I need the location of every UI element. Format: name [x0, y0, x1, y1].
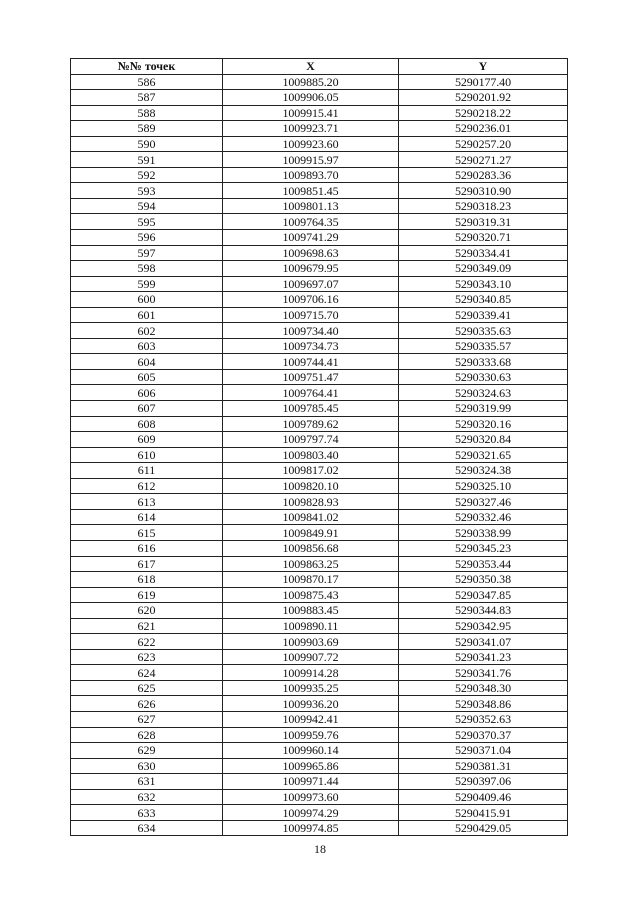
x-coordinate-cell: 1009734.40: [223, 323, 399, 339]
point-number-cell: 611: [71, 463, 223, 479]
point-number-cell: 589: [71, 121, 223, 137]
y-coordinate-cell: 5290335.63: [399, 323, 568, 339]
x-coordinate-cell: 1009906.05: [223, 90, 399, 106]
page-number: 18: [314, 842, 326, 856]
y-coordinate-cell: 5290201.92: [399, 90, 568, 106]
table-row: [71, 587, 568, 603]
x-coordinate-cell: 1009785.45: [223, 401, 399, 417]
x-coordinate-cell: 1009764.35: [223, 214, 399, 230]
table-row: [71, 354, 568, 370]
y-coordinate-cell: 5290338.99: [399, 525, 568, 541]
point-number-cell: 592: [71, 167, 223, 183]
point-number-cell: 601: [71, 307, 223, 323]
table-row: [71, 494, 568, 510]
y-coordinate-cell: 5290218.22: [399, 105, 568, 121]
y-coordinate-cell: 5290310.90: [399, 183, 568, 199]
table-row: [71, 338, 568, 354]
x-coordinate-cell: 1009849.91: [223, 525, 399, 541]
point-number-cell: 632: [71, 789, 223, 805]
column-header-y: Y: [399, 59, 568, 75]
x-coordinate-cell: 1009890.11: [223, 618, 399, 634]
x-coordinate-cell: 1009971.44: [223, 774, 399, 790]
table-row: [71, 369, 568, 385]
y-coordinate-cell: 5290320.71: [399, 230, 568, 246]
y-coordinate-cell: 5290347.85: [399, 587, 568, 603]
y-coordinate-cell: 5290320.16: [399, 416, 568, 432]
table-row: [71, 774, 568, 790]
x-coordinate-cell: 1009903.69: [223, 634, 399, 650]
point-number-cell: 610: [71, 447, 223, 463]
table-row: [71, 556, 568, 572]
table-row: [71, 649, 568, 665]
x-coordinate-cell: 1009935.25: [223, 680, 399, 696]
x-coordinate-cell: 1009706.16: [223, 292, 399, 308]
y-coordinate-cell: 5290324.63: [399, 385, 568, 401]
table-row: [71, 121, 568, 137]
y-coordinate-cell: 5290339.41: [399, 307, 568, 323]
point-number-cell: 586: [71, 74, 223, 90]
point-number-cell: 609: [71, 432, 223, 448]
x-coordinate-cell: 1009734.73: [223, 338, 399, 354]
table-row: [71, 711, 568, 727]
y-coordinate-cell: 5290370.37: [399, 727, 568, 743]
x-coordinate-cell: 1009828.93: [223, 494, 399, 510]
y-coordinate-cell: 5290319.99: [399, 401, 568, 417]
x-coordinate-cell: 1009974.29: [223, 805, 399, 821]
x-coordinate-cell: 1009973.60: [223, 789, 399, 805]
table-row: [71, 680, 568, 696]
point-number-cell: 616: [71, 540, 223, 556]
table-row: [71, 323, 568, 339]
point-number-cell: 631: [71, 774, 223, 790]
table-row: [71, 198, 568, 214]
table-row: [71, 385, 568, 401]
point-number-cell: 605: [71, 369, 223, 385]
point-number-cell: 624: [71, 665, 223, 681]
table-row: [71, 183, 568, 199]
point-number-cell: 618: [71, 572, 223, 588]
y-coordinate-cell: 5290257.20: [399, 136, 568, 152]
table-body: [71, 74, 568, 836]
y-coordinate-cell: 5290340.85: [399, 292, 568, 308]
table-row: [71, 820, 568, 836]
x-coordinate-cell: 1009764.41: [223, 385, 399, 401]
x-coordinate-cell: 1009960.14: [223, 743, 399, 759]
x-coordinate-cell: 1009883.45: [223, 603, 399, 619]
table-row: [71, 572, 568, 588]
y-coordinate-cell: 5290319.31: [399, 214, 568, 230]
point-number-cell: 608: [71, 416, 223, 432]
point-number-cell: 614: [71, 509, 223, 525]
x-coordinate-cell: 1009915.41: [223, 105, 399, 121]
point-number-cell: 593: [71, 183, 223, 199]
table-row: [71, 603, 568, 619]
point-number-cell: 602: [71, 323, 223, 339]
y-coordinate-cell: 5290409.46: [399, 789, 568, 805]
y-coordinate-cell: 5290324.38: [399, 463, 568, 479]
table-row: [71, 276, 568, 292]
y-coordinate-cell: 5290415.91: [399, 805, 568, 821]
y-coordinate-cell: 5290330.63: [399, 369, 568, 385]
x-coordinate-cell: 1009698.63: [223, 245, 399, 261]
y-coordinate-cell: 5290327.46: [399, 494, 568, 510]
y-coordinate-cell: 5290318.23: [399, 198, 568, 214]
table-row: [71, 618, 568, 634]
x-coordinate-cell: 1009915.97: [223, 152, 399, 168]
y-coordinate-cell: 5290348.30: [399, 680, 568, 696]
y-coordinate-cell: 5290335.57: [399, 338, 568, 354]
point-number-cell: 587: [71, 90, 223, 106]
point-number-cell: 596: [71, 230, 223, 246]
x-coordinate-cell: 1009817.02: [223, 463, 399, 479]
table-row: [71, 478, 568, 494]
point-number-cell: 598: [71, 261, 223, 277]
point-number-cell: 606: [71, 385, 223, 401]
point-number-cell: 590: [71, 136, 223, 152]
x-coordinate-cell: 1009907.72: [223, 649, 399, 665]
table-row: [71, 167, 568, 183]
coordinates-table: [70, 58, 568, 836]
y-coordinate-cell: 5290350.38: [399, 572, 568, 588]
point-number-cell: 628: [71, 727, 223, 743]
point-number-cell: 599: [71, 276, 223, 292]
y-coordinate-cell: 5290353.44: [399, 556, 568, 572]
x-coordinate-cell: 1009974.85: [223, 820, 399, 836]
y-coordinate-cell: 5290236.01: [399, 121, 568, 137]
x-coordinate-cell: 1009744.41: [223, 354, 399, 370]
point-number-cell: 597: [71, 245, 223, 261]
y-coordinate-cell: 5290381.31: [399, 758, 568, 774]
y-coordinate-cell: 5290342.95: [399, 618, 568, 634]
x-coordinate-cell: 1009697.07: [223, 276, 399, 292]
point-number-cell: 594: [71, 198, 223, 214]
x-coordinate-cell: 1009914.28: [223, 665, 399, 681]
y-coordinate-cell: 5290321.65: [399, 447, 568, 463]
table-row: [71, 509, 568, 525]
x-coordinate-cell: 1009797.74: [223, 432, 399, 448]
y-coordinate-cell: 5290177.40: [399, 74, 568, 90]
table-row: [71, 261, 568, 277]
table-row: [71, 230, 568, 246]
table-row: [71, 401, 568, 417]
y-coordinate-cell: 5290345.23: [399, 540, 568, 556]
x-coordinate-cell: 1009801.13: [223, 198, 399, 214]
x-coordinate-cell: 1009715.70: [223, 307, 399, 323]
x-coordinate-cell: 1009856.68: [223, 540, 399, 556]
column-header-x: X: [223, 59, 399, 75]
y-coordinate-cell: 5290333.68: [399, 354, 568, 370]
table-row: [71, 634, 568, 650]
point-number-cell: 612: [71, 478, 223, 494]
table-row: [71, 307, 568, 323]
point-number-cell: 633: [71, 805, 223, 821]
point-number-cell: 634: [71, 820, 223, 836]
point-number-cell: 604: [71, 354, 223, 370]
y-coordinate-cell: 5290341.76: [399, 665, 568, 681]
table-row: [71, 696, 568, 712]
x-coordinate-cell: 1009959.76: [223, 727, 399, 743]
table-row: [71, 727, 568, 743]
table-row: [71, 416, 568, 432]
x-coordinate-cell: 1009863.25: [223, 556, 399, 572]
x-coordinate-cell: 1009841.02: [223, 509, 399, 525]
x-coordinate-cell: 1009741.29: [223, 230, 399, 246]
table-row: [71, 105, 568, 121]
column-header-point-number: №№ точек: [71, 59, 223, 75]
x-coordinate-cell: 1009875.43: [223, 587, 399, 603]
table-row: [71, 525, 568, 541]
y-coordinate-cell: 5290334.41: [399, 245, 568, 261]
point-number-cell: 630: [71, 758, 223, 774]
table-row: [71, 245, 568, 261]
point-number-cell: 626: [71, 696, 223, 712]
table-header-row: [71, 59, 568, 75]
point-number-cell: 591: [71, 152, 223, 168]
y-coordinate-cell: 5290343.10: [399, 276, 568, 292]
y-coordinate-cell: 5290341.07: [399, 634, 568, 650]
table-row: [71, 463, 568, 479]
y-coordinate-cell: 5290325.10: [399, 478, 568, 494]
point-number-cell: 615: [71, 525, 223, 541]
table-row: [71, 805, 568, 821]
point-number-cell: 621: [71, 618, 223, 634]
x-coordinate-cell: 1009893.70: [223, 167, 399, 183]
y-coordinate-cell: 5290397.06: [399, 774, 568, 790]
y-coordinate-cell: 5290341.23: [399, 649, 568, 665]
y-coordinate-cell: 5290344.83: [399, 603, 568, 619]
x-coordinate-cell: 1009965.86: [223, 758, 399, 774]
point-number-cell: 613: [71, 494, 223, 510]
x-coordinate-cell: 1009789.62: [223, 416, 399, 432]
x-coordinate-cell: 1009851.45: [223, 183, 399, 199]
table-row: [71, 758, 568, 774]
table-row: [71, 743, 568, 759]
point-number-cell: 588: [71, 105, 223, 121]
x-coordinate-cell: 1009870.17: [223, 572, 399, 588]
y-coordinate-cell: 5290332.46: [399, 509, 568, 525]
table-row: [71, 136, 568, 152]
point-number-cell: 600: [71, 292, 223, 308]
x-coordinate-cell: 1009942.41: [223, 711, 399, 727]
y-coordinate-cell: 5290320.84: [399, 432, 568, 448]
y-coordinate-cell: 5290283.36: [399, 167, 568, 183]
table-row: [71, 432, 568, 448]
table-row: [71, 214, 568, 230]
point-number-cell: 595: [71, 214, 223, 230]
table-row: [71, 789, 568, 805]
y-coordinate-cell: 5290429.05: [399, 820, 568, 836]
table-row: [71, 447, 568, 463]
x-coordinate-cell: 1009936.20: [223, 696, 399, 712]
table-row: [71, 74, 568, 90]
x-coordinate-cell: 1009679.95: [223, 261, 399, 277]
table-row: [71, 665, 568, 681]
x-coordinate-cell: 1009885.20: [223, 74, 399, 90]
point-number-cell: 607: [71, 401, 223, 417]
point-number-cell: 625: [71, 680, 223, 696]
y-coordinate-cell: 5290352.63: [399, 711, 568, 727]
x-coordinate-cell: 1009923.60: [223, 136, 399, 152]
table-row: [71, 90, 568, 106]
point-number-cell: 620: [71, 603, 223, 619]
y-coordinate-cell: 5290371.04: [399, 743, 568, 759]
point-number-cell: 619: [71, 587, 223, 603]
x-coordinate-cell: 1009923.71: [223, 121, 399, 137]
x-coordinate-cell: 1009803.40: [223, 447, 399, 463]
point-number-cell: 603: [71, 338, 223, 354]
y-coordinate-cell: 5290349.09: [399, 261, 568, 277]
table-row: [71, 540, 568, 556]
point-number-cell: 622: [71, 634, 223, 650]
x-coordinate-cell: 1009820.10: [223, 478, 399, 494]
table-row: [71, 152, 568, 168]
point-number-cell: 617: [71, 556, 223, 572]
point-number-cell: 627: [71, 711, 223, 727]
y-coordinate-cell: 5290348.86: [399, 696, 568, 712]
x-coordinate-cell: 1009751.47: [223, 369, 399, 385]
point-number-cell: 623: [71, 649, 223, 665]
y-coordinate-cell: 5290271.27: [399, 152, 568, 168]
table-row: [71, 292, 568, 308]
point-number-cell: 629: [71, 743, 223, 759]
